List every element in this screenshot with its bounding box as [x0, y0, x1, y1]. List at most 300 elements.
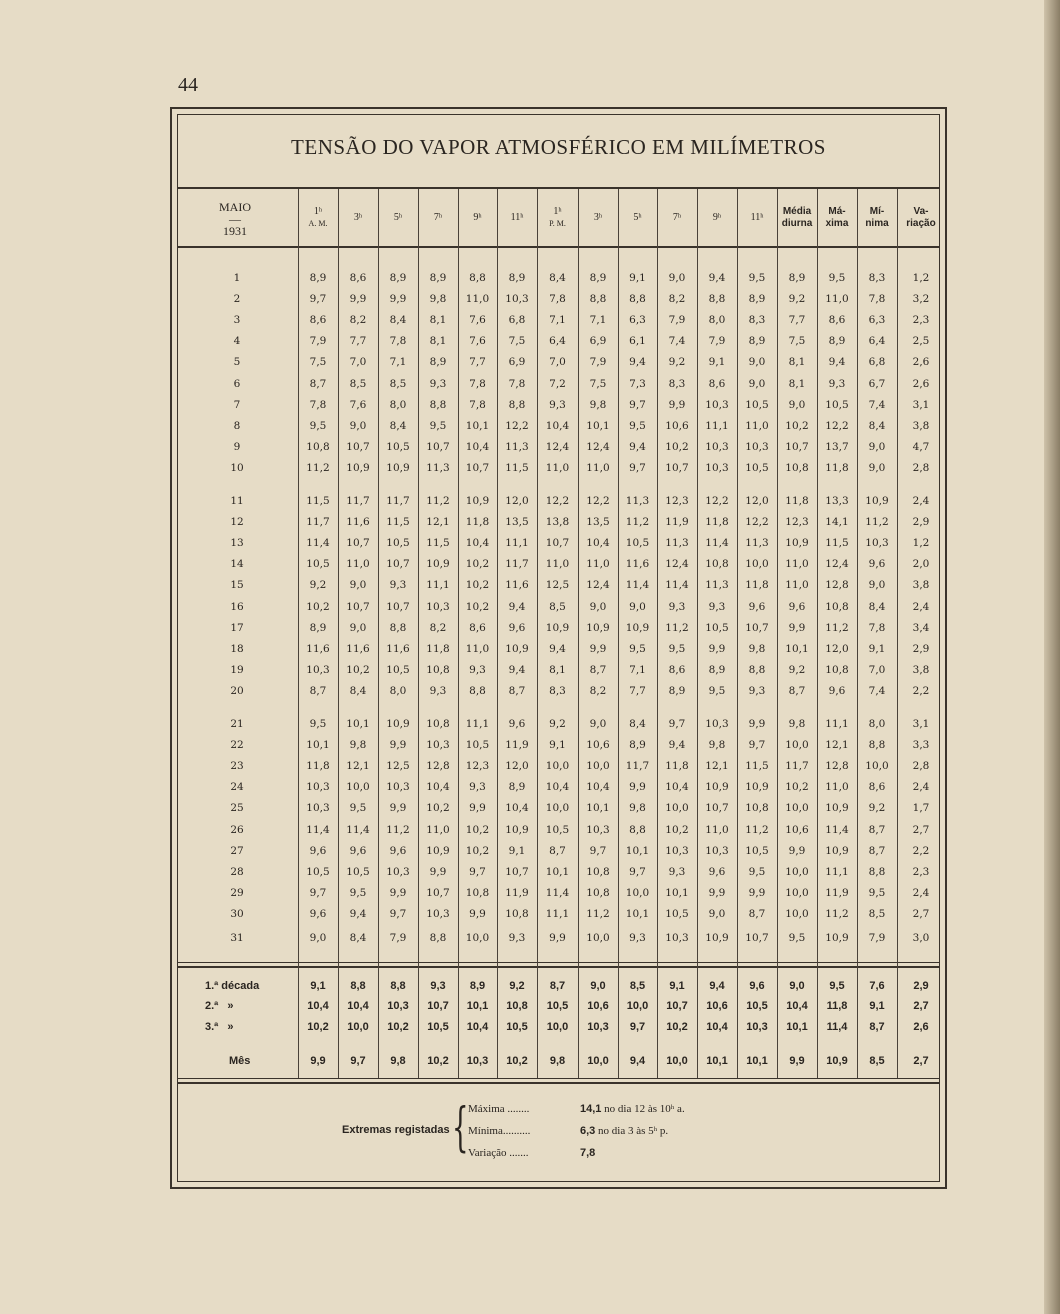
table-cell: 12,2	[545, 495, 570, 507]
table-cell: 9,9	[429, 865, 447, 878]
table-cell: 11,2	[625, 516, 650, 529]
table-cell: 8,9	[668, 684, 686, 697]
table-cell: 7,7	[349, 335, 367, 348]
day-label: 26	[230, 823, 244, 836]
table-cell: 9,8	[748, 642, 766, 655]
summary-cell: 10,0	[347, 1021, 369, 1033]
table-cell: 9,6	[309, 907, 327, 920]
table-cell: 8,7	[868, 823, 886, 836]
table-cell: 10,9	[386, 718, 410, 730]
table-cell: 10,9	[785, 537, 809, 550]
table-cell: 9,3	[429, 684, 447, 697]
table-cell: 10,8	[465, 886, 490, 899]
table-cell: 2,4	[912, 600, 930, 613]
table-cell: 12,3	[465, 760, 490, 773]
summary-cell: 8,8	[390, 980, 406, 992]
table-cell: 10,5	[705, 621, 729, 634]
table-cell: 9,6	[708, 865, 726, 878]
table-cell: 11,5	[386, 516, 410, 529]
table-cell: 12,4	[545, 440, 570, 453]
table-cell: 8,4	[868, 600, 886, 613]
summary-cell: 7,6	[869, 980, 885, 992]
table-cell: 8,9	[828, 335, 846, 348]
summary-cell: 8,7	[549, 980, 566, 992]
table-cell: 7,1	[549, 314, 566, 327]
column-header-line1: 1ʰ	[553, 205, 562, 217]
summary-cell: 9,7	[629, 1021, 646, 1033]
table-cell: 11,5	[825, 537, 849, 550]
table-cell: 10,7	[426, 440, 450, 453]
day-label: 11	[230, 495, 244, 507]
table-cell: 10,8	[745, 802, 769, 815]
table-cell: 7,3	[629, 377, 646, 390]
column-header-line1: 11ʰ	[750, 211, 764, 223]
day-label: 24	[230, 781, 244, 794]
table-cell: 2,6	[912, 377, 930, 390]
day-label: 25	[230, 802, 244, 815]
table-cell: 8,2	[589, 684, 607, 697]
table-cell: 7,5	[589, 377, 607, 390]
table-cell: 7,4	[868, 684, 886, 697]
table-cell: 9,0	[349, 579, 367, 592]
table-cell: 8,3	[748, 314, 766, 327]
table-cell: 1,2	[912, 272, 930, 284]
summary-cell: 10,0	[626, 1000, 649, 1012]
table-cell: 12,5	[545, 579, 570, 592]
summary-cell: 2,9	[913, 980, 929, 992]
table-cell: 9,9	[788, 844, 806, 857]
page-edge	[1044, 0, 1060, 1314]
table-cell: 10,5	[346, 865, 370, 878]
bottom-rule-2	[177, 1082, 940, 1084]
table-cell: 10,5	[625, 537, 650, 550]
table-cell: 12,2	[745, 516, 769, 529]
table-cell: 11,7	[346, 495, 370, 507]
table-cell: 9,9	[708, 886, 726, 899]
table-cell: 9,4	[549, 642, 566, 655]
day-label: 8	[233, 419, 241, 432]
table-cell: 10,1	[586, 802, 610, 815]
table-cell: 8,3	[668, 377, 686, 390]
column-header	[857, 189, 897, 246]
table-cell: 9,7	[469, 865, 486, 878]
table-cell: 7,1	[629, 663, 646, 676]
table-cell: 9,3	[469, 781, 486, 794]
table-cell: 9,7	[389, 907, 407, 920]
table-cell: 10,8	[825, 600, 849, 613]
table-cell: 10,3	[665, 932, 689, 944]
table-cell: 8,8	[629, 823, 646, 836]
table-cell: 12,0	[825, 642, 849, 655]
table-cell: 9,2	[309, 579, 327, 592]
table-cell: 8,0	[389, 398, 407, 411]
table-cell: 8,9	[748, 335, 766, 348]
table-cell: 8,9	[309, 272, 327, 284]
table-cell: 11,8	[426, 642, 450, 655]
table-cell: 12,2	[586, 495, 610, 507]
table-cell: 9,1	[508, 844, 526, 857]
table-cell: 2,3	[912, 865, 930, 878]
summary-rule-1	[177, 962, 940, 963]
table-cell: 10,7	[346, 537, 370, 550]
column-header-line2: P. M.	[549, 218, 566, 228]
table-cell: 2,2	[912, 844, 930, 857]
table-cell: 10,0	[665, 802, 689, 815]
table-cell: 10,9	[545, 621, 570, 634]
table-cell: 10,4	[545, 781, 570, 794]
table-cell: 8,7	[309, 377, 327, 390]
table-cell: 9,9	[708, 642, 726, 655]
table-cell: 10,3	[705, 461, 729, 474]
table-cell: 9,5	[309, 718, 327, 730]
extreme-value	[580, 1125, 668, 1137]
table-cell: 11,9	[825, 886, 849, 899]
table-cell: 10,9	[825, 802, 849, 815]
day-label: 28	[230, 865, 244, 878]
extreme-number: 14,1	[580, 1103, 602, 1115]
summary-rule-2	[177, 966, 940, 968]
table-cell: 12,3	[785, 516, 809, 529]
table-cell: 9,9	[349, 293, 367, 306]
table-cell: 10,7	[465, 461, 490, 474]
table-cell: 10,9	[625, 621, 650, 634]
day-label: 5	[233, 356, 241, 369]
table-cell: 11,6	[386, 642, 410, 655]
table-cell: 9,3	[629, 932, 646, 944]
table-cell: 10,3	[705, 718, 729, 730]
table-cell: 10,8	[705, 558, 729, 571]
column-header	[817, 189, 857, 246]
summary-cell: 2,7	[913, 1000, 929, 1012]
summary-cell: 10,2	[427, 1055, 449, 1067]
table-cell: 9,4	[508, 600, 526, 613]
table-cell: 9,4	[508, 663, 526, 676]
table-cell: 10,0	[785, 886, 809, 899]
day-label: 19	[230, 663, 244, 676]
column-header	[298, 189, 338, 246]
table-cell: 12,3	[665, 495, 689, 507]
table-cell: 10,9	[865, 495, 889, 507]
day-label: 1	[233, 272, 241, 284]
table-cell: 10,7	[745, 621, 769, 634]
table-cell: 10,4	[505, 802, 529, 815]
table-cell: 9,5	[629, 419, 646, 432]
table-cell: 11,5	[505, 461, 529, 474]
table-cell: 8,8	[429, 932, 447, 944]
table-cell: 10,1	[625, 844, 650, 857]
table-cell: 11,6	[306, 642, 330, 655]
table-cell: 8,8	[868, 865, 886, 878]
table-cell: 7,8	[868, 293, 886, 306]
day-label: 12	[230, 516, 244, 529]
column-header-line2: xima	[825, 217, 849, 229]
table-cell: 7,9	[389, 932, 407, 944]
table-cell: 9,0	[309, 932, 327, 944]
summary-cell: 9,6	[749, 980, 765, 992]
table-cell: 8,9	[589, 272, 607, 284]
table-cell: 2,5	[912, 335, 930, 348]
day-label: 15	[230, 579, 244, 592]
page-title: TENSÃO DO VAPOR ATMOSFÉRICO EM MILÍMETROS	[291, 135, 826, 159]
table-cell: 8,9	[788, 272, 806, 284]
summary-cell: 9,0	[789, 980, 805, 992]
table-cell: 9,9	[748, 718, 766, 730]
summary-cell: 9,2	[509, 980, 525, 992]
day-label: 30	[230, 907, 244, 920]
table-cell: 3,0	[912, 932, 930, 944]
summary-cell: 9,0	[590, 980, 606, 992]
table-cell: 9,0	[349, 621, 367, 634]
table-cell: 9,1	[708, 356, 726, 369]
table-cell: 10,1	[346, 718, 370, 730]
extreme-note: no dia 3 às 5ʰ p.	[595, 1125, 669, 1137]
table-cell: 11,3	[505, 440, 529, 453]
day-label: 17	[230, 621, 244, 634]
table-cell: 11,0	[825, 293, 849, 306]
table-cell: 9,6	[349, 844, 367, 857]
table-cell: 7,8	[549, 293, 566, 306]
table-cell: 10,8	[586, 886, 610, 899]
column-header	[537, 189, 578, 246]
summary-cell: 9,8	[390, 1055, 406, 1067]
table-cell: 7,0	[349, 356, 367, 369]
extreme-value	[580, 1147, 595, 1159]
table-cell: 9,2	[668, 356, 686, 369]
day-label: 3	[233, 314, 241, 327]
table-cell: 8,4	[629, 718, 646, 730]
table-cell: 9,6	[508, 621, 526, 634]
table-cell: 8,7	[589, 663, 607, 676]
table-cell: 14,1	[825, 516, 849, 529]
table-cell: 10,5	[745, 844, 769, 857]
column-header-line2: riação	[906, 217, 936, 229]
table-cell: 9,2	[788, 663, 806, 676]
summary-cell: 9,4	[629, 1055, 646, 1067]
table-cell: 8,9	[708, 663, 726, 676]
table-cell: 8,4	[868, 419, 886, 432]
table-cell: 7,6	[469, 314, 486, 327]
table-cell: 11,7	[386, 495, 410, 507]
table-cell: 10,7	[745, 932, 769, 944]
table-cell: 10,5	[386, 663, 410, 676]
table-cell: 8,4	[389, 314, 407, 327]
table-cell: 10,1	[465, 419, 490, 432]
table-cell: 9,9	[549, 932, 566, 944]
column-header	[897, 189, 945, 246]
table-cell: 11,2	[665, 621, 689, 634]
table-cell: 8,7	[309, 684, 327, 697]
table-cell: 8,6	[469, 621, 486, 634]
table-cell: 9,4	[668, 739, 686, 752]
table-cell: 9,4	[629, 356, 646, 369]
table-cell: 8,6	[708, 377, 726, 390]
table-cell: 9,5	[828, 272, 846, 284]
table-cell: 12,4	[825, 558, 849, 571]
table-cell: 11,0	[785, 558, 809, 571]
summary-cell: 8,9	[469, 980, 486, 992]
summary-cell: 10,4	[307, 1000, 329, 1012]
table-cell: 12,0	[745, 495, 769, 507]
table-cell: 3,4	[912, 621, 930, 634]
table-cell: 9,0	[788, 398, 806, 411]
table-cell: 10,0	[586, 932, 610, 944]
table-cell: 10,8	[426, 718, 450, 730]
extreme-name: Mínima..........	[468, 1125, 531, 1137]
column-header-line1: Má-	[828, 205, 846, 217]
summary-cell: 10,9	[826, 1055, 848, 1067]
table-cell: 10,3	[426, 600, 450, 613]
column-header	[737, 189, 777, 246]
summary-cell: 9,7	[350, 1055, 366, 1067]
table-cell: 10,0	[346, 781, 370, 794]
table-cell: 11,2	[386, 823, 410, 836]
table-cell: 11,1	[426, 579, 450, 592]
column-header	[657, 189, 697, 246]
summary-label: 2.ª »	[205, 1000, 234, 1012]
summary-cell: 10,1	[786, 1021, 808, 1033]
summary-cell: 8,5	[869, 1055, 885, 1067]
table-cell: 11,4	[306, 537, 330, 550]
table-cell: 9,6	[389, 844, 407, 857]
column-header-line1: 5ʰ	[393, 211, 403, 223]
table-cell: 10,5	[825, 398, 849, 411]
table-cell: 7,9	[589, 356, 607, 369]
table-cell: 11,1	[705, 419, 729, 432]
table-cell: 9,3	[828, 377, 846, 390]
table-cell: 10,8	[426, 663, 450, 676]
table-cell: 12,1	[825, 739, 849, 752]
table-cell: 9,7	[589, 844, 607, 857]
table-cell: 11,0	[465, 293, 490, 306]
table-cell: 9,3	[469, 663, 486, 676]
table-cell: 9,3	[708, 600, 726, 613]
summary-cell: 2,7	[913, 1055, 929, 1067]
column-header	[618, 189, 657, 246]
table-cell: 10,9	[705, 932, 729, 944]
table-cell: 1,2	[912, 537, 930, 550]
table-cell: 9,9	[389, 886, 407, 899]
table-cell: 8,7	[549, 844, 566, 857]
extreme-name: Variação .......	[468, 1147, 529, 1159]
table-cell: 10,9	[505, 642, 529, 655]
table-cell: 9,8	[788, 718, 806, 730]
table-cell: 8,5	[868, 907, 886, 920]
table-cell: 9,7	[629, 398, 646, 411]
table-cell: 7,1	[589, 314, 607, 327]
table-cell: 3,8	[912, 663, 930, 676]
day-label: 10	[230, 461, 244, 474]
table-cell: 9,3	[748, 684, 766, 697]
table-cell: 11,0	[825, 781, 849, 794]
table-cell: 11,6	[505, 579, 529, 592]
table-cell: 10,7	[346, 440, 370, 453]
month-dash: —	[229, 212, 241, 226]
table-cell: 8,3	[549, 684, 566, 697]
table-cell: 9,5	[748, 272, 766, 284]
table-cell: 3,1	[912, 398, 930, 411]
table-cell: 7,5	[788, 335, 806, 348]
table-cell: 9,6	[748, 600, 766, 613]
table-cell: 7,9	[708, 335, 726, 348]
table-cell: 11,4	[665, 579, 689, 592]
table-cell: 2,2	[912, 684, 930, 697]
table-cell: 9,0	[868, 579, 886, 592]
column-header-line2: A. M.	[308, 218, 328, 228]
table-cell: 11,3	[665, 537, 689, 550]
table-cell: 7,2	[549, 377, 566, 390]
header-rule-bottom	[177, 246, 940, 248]
table-cell: 11,8	[785, 495, 809, 507]
summary-label: 1.ª década	[205, 980, 260, 992]
table-cell: 13,5	[586, 516, 610, 529]
table-cell: 12,0	[505, 495, 529, 507]
table-cell: 8,4	[549, 272, 566, 284]
table-cell: 10,4	[665, 781, 689, 794]
summary-cell: 9,3	[430, 980, 446, 992]
table-cell: 13,8	[545, 516, 570, 529]
table-cell: 9,7	[748, 739, 766, 752]
table-cell: 10,6	[665, 419, 689, 432]
table-cell: 7,0	[549, 356, 566, 369]
table-cell: 11,9	[505, 739, 529, 752]
table-cell: 9,6	[788, 600, 806, 613]
table-cell: 8,1	[429, 335, 447, 348]
table-cell: 8,1	[429, 314, 447, 327]
table-cell: 11,7	[505, 558, 529, 571]
table-cell: 9,5	[349, 802, 367, 815]
summary-cell: 10,2	[506, 1055, 528, 1067]
table-cell: 10,0	[785, 802, 809, 815]
table-cell: 10,8	[505, 907, 529, 920]
table-cell: 10,5	[386, 440, 410, 453]
table-cell: 8,9	[429, 272, 447, 284]
summary-cell: 9,8	[549, 1055, 566, 1067]
table-cell: 9,5	[708, 684, 726, 697]
table-cell: 10,3	[705, 844, 729, 857]
table-cell: 9,8	[349, 739, 367, 752]
table-cell: 10,7	[346, 600, 370, 613]
table-cell: 4,7	[912, 440, 930, 453]
table-cell: 8,4	[389, 419, 407, 432]
table-cell: 9,9	[469, 907, 486, 920]
table-cell: 2,7	[912, 823, 930, 836]
table-cell: 2,7	[912, 907, 930, 920]
table-cell: 11,2	[426, 495, 450, 507]
extreme-name: Máxima ........	[468, 1103, 530, 1115]
table-cell: 11,1	[545, 907, 570, 920]
table-cell: 10,0	[785, 865, 809, 878]
table-cell: 10,3	[386, 781, 410, 794]
table-cell: 12,8	[825, 579, 849, 592]
table-cell: 10,1	[785, 642, 809, 655]
summary-cell: 9,4	[709, 980, 725, 992]
summary-cell: 10,5	[506, 1021, 528, 1033]
table-cell: 11,8	[465, 516, 490, 529]
table-cell: 10,9	[745, 781, 769, 794]
table-cell: 7,0	[868, 663, 886, 676]
summary-cell: 10,5	[546, 1000, 569, 1012]
table-cell: 8,8	[469, 272, 486, 284]
day-label: 13	[230, 537, 244, 550]
table-cell: 12,1	[426, 516, 450, 529]
table-cell: 3,2	[912, 293, 930, 306]
summary-cell: 10,4	[786, 1000, 808, 1012]
column-header-line1: 1ʰ	[313, 205, 323, 217]
column-header-line1: 3ʰ	[593, 211, 603, 223]
column-header-line1: 7ʰ	[433, 211, 443, 223]
table-cell: 10,5	[545, 823, 570, 836]
table-cell: 9,3	[668, 865, 686, 878]
